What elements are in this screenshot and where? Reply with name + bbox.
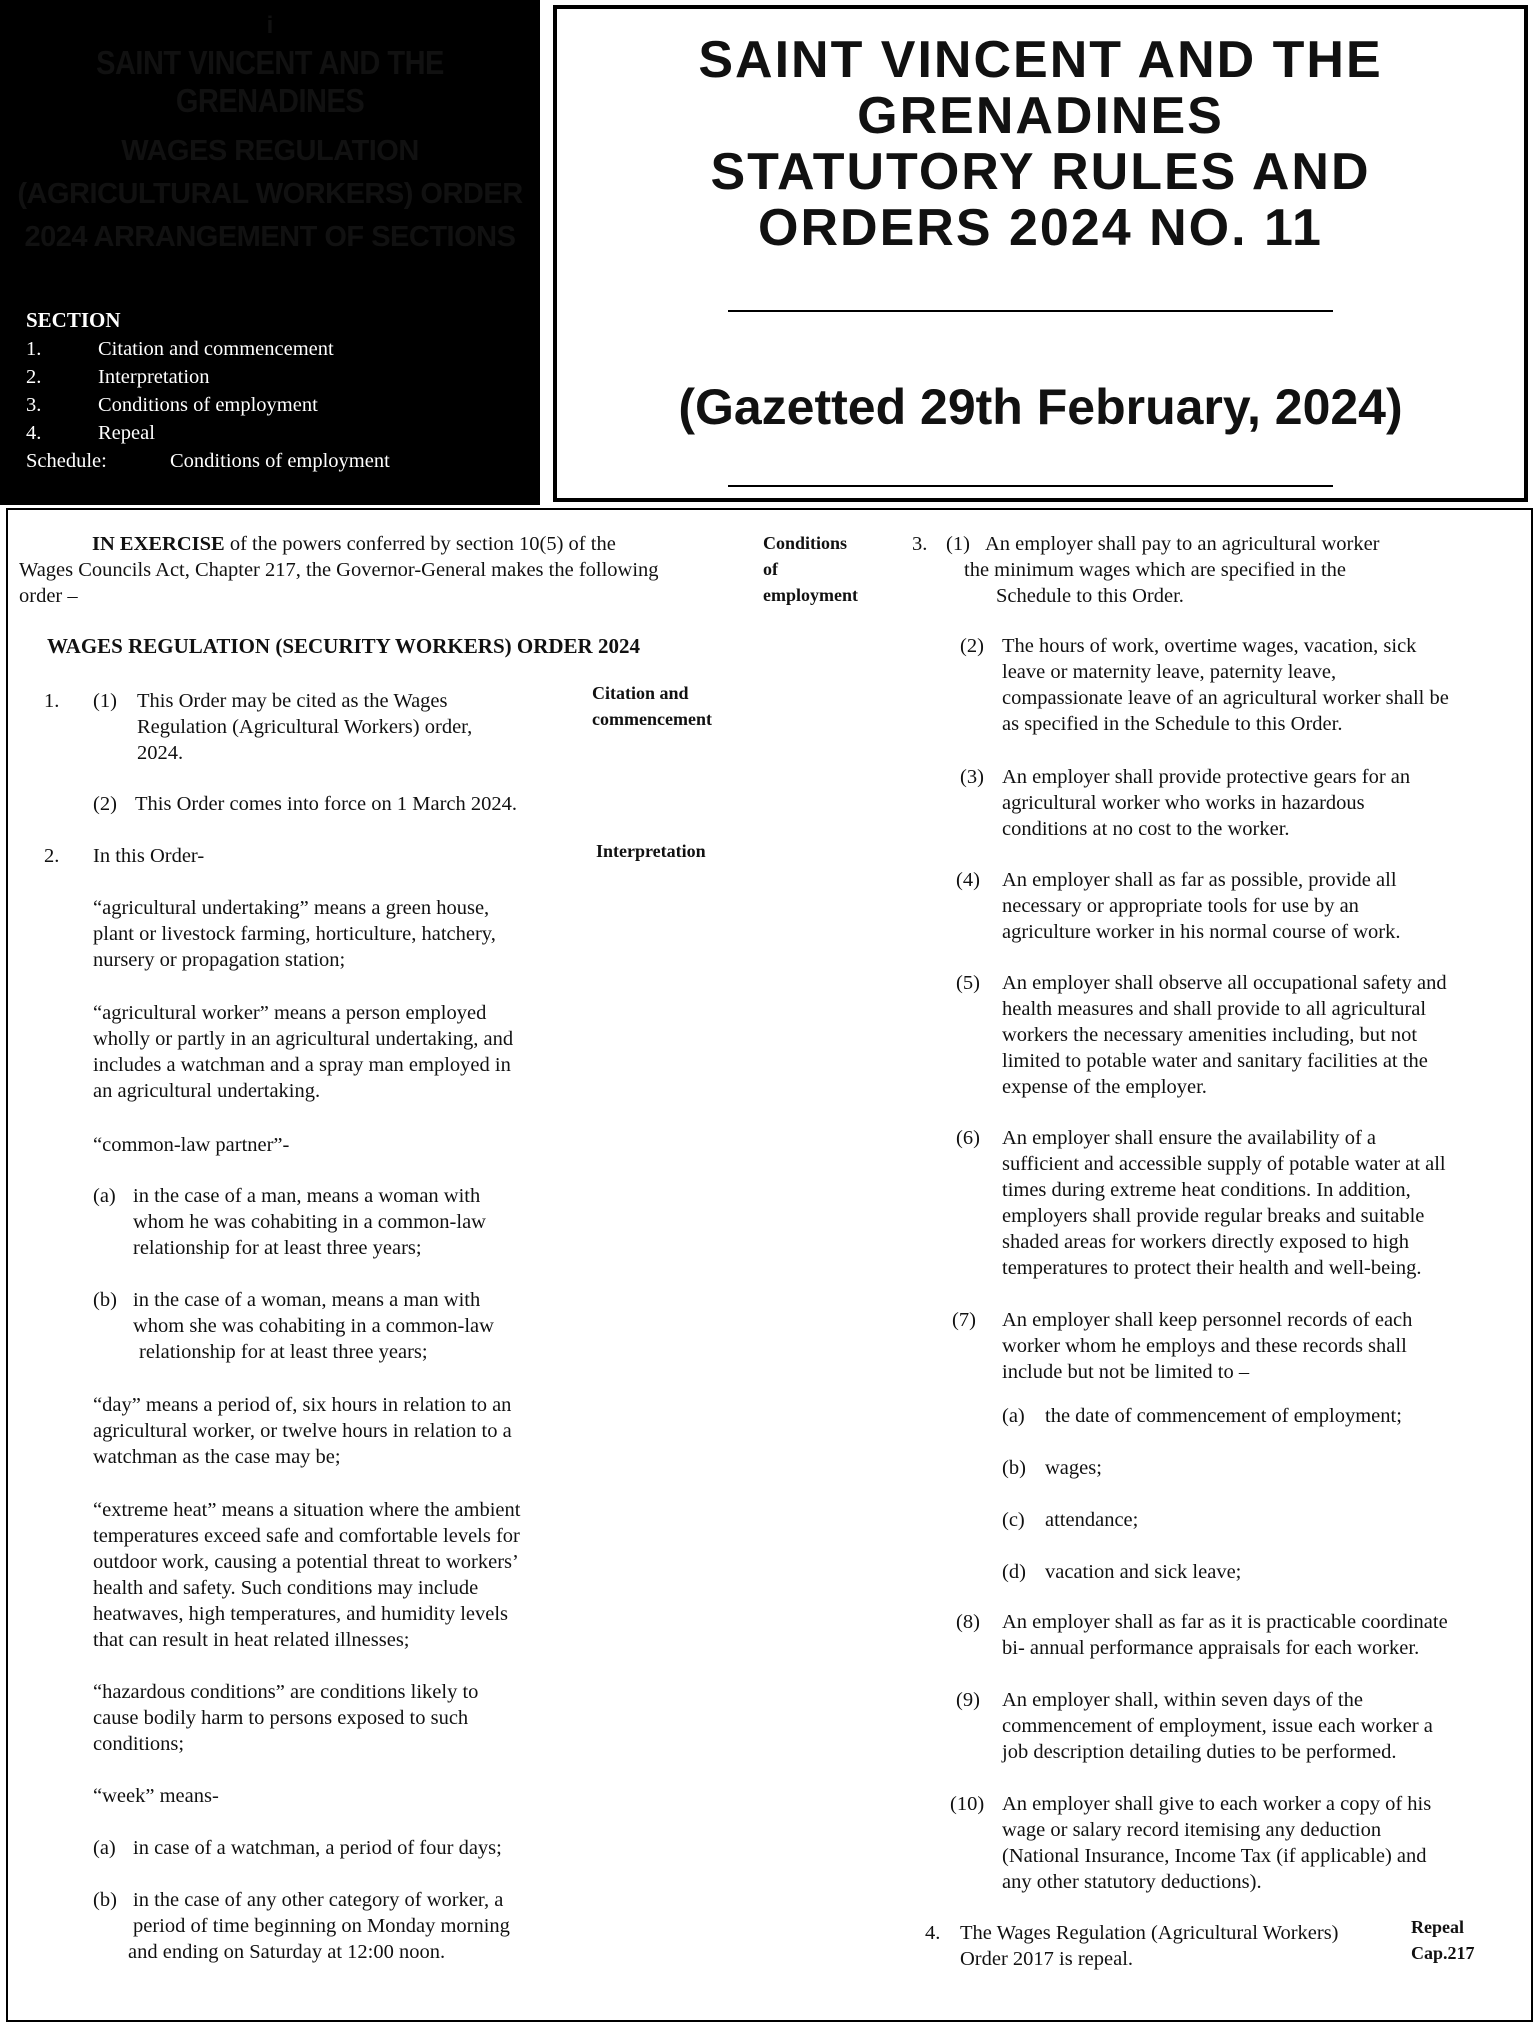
clause-line: An employer shall provide protective gears for an xyxy=(1002,766,1411,788)
gazette-title-line: ORDERS 2024 NO. 11 xyxy=(758,199,1323,257)
clause-text: This Order comes into force on 1 March 2024. xyxy=(135,793,517,815)
list-marker: (a) xyxy=(93,1185,116,1207)
clause-line: An employer shall give to each worker a copy of his xyxy=(1002,1793,1432,1815)
preamble-text: of the powers conferred by section 10(5) of the xyxy=(229,533,616,555)
schedule-title: Conditions of employment xyxy=(170,450,390,472)
definition-line: in the case of a woman, means a man with xyxy=(133,1289,481,1311)
definition-line: relationship for at least three years; xyxy=(133,1237,422,1259)
list-marker: (d) xyxy=(1002,1561,1026,1583)
panel-title-line: (AGRICULTURAL WORKERS) ORDER xyxy=(17,178,523,210)
list-item: wages; xyxy=(1045,1457,1102,1479)
gazette-title-line: SAINT VINCENT AND THE xyxy=(698,31,1383,89)
list-marker: (b) xyxy=(93,1889,117,1911)
clause-line: Regulation (Agricultural Workers) order, xyxy=(137,716,473,738)
definition-line: cause bodily harm to persons exposed to such xyxy=(93,1707,469,1729)
clause-line: An employer shall keep personnel records of each xyxy=(1002,1309,1413,1331)
definition-line: in the case of a man, means a woman with xyxy=(133,1185,481,1207)
definition-line: conditions; xyxy=(93,1733,185,1755)
gazette-title-line: STATUTORY RULES AND xyxy=(710,143,1371,201)
definition-line: heatwaves, high temperatures, and humidity levels xyxy=(93,1603,509,1625)
subsection-number: (9) xyxy=(956,1689,980,1711)
clause-line: commencement of employment, issue each worker a xyxy=(1002,1715,1433,1737)
toc-title: Conditions of employment xyxy=(98,394,318,416)
subsection-number: (2) xyxy=(960,635,984,657)
clause-text xyxy=(1002,867,1401,945)
margin-line: Repeal xyxy=(1411,1917,1464,1937)
clause-line: as specified in the Schedule to this Order. xyxy=(1002,713,1343,735)
definition-line: health and safety. Such conditions may include xyxy=(93,1577,479,1599)
definition-line: in the case of any other category of worker, a xyxy=(133,1889,504,1911)
clause-line: Schedule to this Order. xyxy=(996,585,1184,607)
section-number: 2. xyxy=(44,845,60,867)
margin-line: commencement xyxy=(592,709,712,729)
definition: “week” means- xyxy=(93,1785,219,1807)
clause-line: wage or salary record itemising any deduction xyxy=(1002,1819,1382,1841)
subsection-number: (10) xyxy=(950,1793,985,1815)
definition-line: outdoor work, causing a potential threat to workers’ xyxy=(93,1551,519,1573)
panel-title xyxy=(10,130,530,259)
clause-line: Order 2017 is repeal. xyxy=(960,1948,1134,1970)
definition-line: nursery or propagation station; xyxy=(93,949,346,971)
definition-item xyxy=(133,1183,486,1261)
definition-line: whom he was cohabiting in a common-law xyxy=(133,1211,486,1233)
definition-line: agricultural worker, or twelve hours in relation to a xyxy=(93,1420,512,1442)
clause-line: temperatures to protect their health and well-being. xyxy=(1002,1257,1422,1279)
margin-note xyxy=(592,680,712,732)
clause-text xyxy=(1002,970,1447,1100)
clause-line: (National Insurance, Income Tax (if applicable) and xyxy=(1002,1845,1427,1867)
margin-line: Cap.217 xyxy=(1411,1943,1475,1963)
clause-line: The hours of work, overtime wages, vacation, sick xyxy=(1002,635,1417,657)
gazette-title-line: GRENADINES xyxy=(857,87,1224,145)
clause-text xyxy=(960,1920,1339,1972)
order-heading: WAGES REGULATION (SECURITY WORKERS) ORDER 2024 xyxy=(47,634,640,658)
clause-line: An employer shall pay to an agricultural worker xyxy=(985,533,1380,555)
definition-line: relationship for at least three years; xyxy=(139,1341,428,1363)
title-rule-bottom xyxy=(728,485,1333,487)
subsection-number: (7) xyxy=(952,1309,976,1331)
definition-line: “hazardous conditions” are conditions likely to xyxy=(93,1681,479,1703)
preamble-bold: IN EXERCISE xyxy=(92,533,225,555)
subsection-number: (1) xyxy=(93,690,117,712)
section-number: 4. xyxy=(925,1922,941,1944)
toc-title: Interpretation xyxy=(98,366,210,388)
definition-line: “day” means a period of, six hours in relation to an xyxy=(93,1394,512,1416)
clause-text xyxy=(1002,1609,1448,1661)
definition-line: period of time beginning on Monday morning xyxy=(133,1915,510,1937)
clause-line: An employer shall, within seven days of the xyxy=(1002,1689,1363,1711)
clause-line: employers shall provide regular breaks and suitable xyxy=(1002,1205,1425,1227)
preamble-line: Wages Councils Act, Chapter 217, the Governor-General makes the following xyxy=(19,559,659,581)
definition xyxy=(93,1497,520,1653)
clause-line: times during extreme heat conditions. In addition, xyxy=(1002,1179,1411,1201)
toc-num: 3. xyxy=(26,394,42,416)
clause-line: necessary or appropriate tools for use by an xyxy=(1002,895,1359,917)
schedule-label: Schedule: xyxy=(26,450,107,472)
list-item: the date of commencement of employment; xyxy=(1045,1405,1402,1427)
definition-line: temperatures exceed safe and comfortable levels for xyxy=(93,1525,520,1547)
clause-line: job description detailing duties to be performed. xyxy=(1002,1741,1397,1763)
clause-line: 2024. xyxy=(137,742,184,764)
clause-line: An employer shall observe all occupational safety and xyxy=(1002,972,1447,994)
margin-line: Conditions xyxy=(763,533,848,553)
clause-line: leave or maternity leave, paternity leave, xyxy=(1002,661,1337,683)
clause-line: agriculture worker in his normal course of work. xyxy=(1002,921,1401,943)
clause-line: worker whom he employs and these records shall xyxy=(1002,1335,1407,1357)
toc-num: 1. xyxy=(26,338,42,360)
definition-line: and ending on Saturday at 12:00 noon. xyxy=(128,1941,446,1963)
definition-line: an agricultural undertaking. xyxy=(93,1080,321,1102)
clause-line: sufficient and accessible supply of potable water at all xyxy=(1002,1153,1446,1175)
clause-text xyxy=(1002,1125,1446,1281)
clause-line: limited to potable water and sanitary facilities at the xyxy=(1002,1050,1428,1072)
clause-text xyxy=(1002,1687,1433,1765)
panel-title-line: WAGES REGULATION xyxy=(121,135,419,167)
clause-line: expense of the employer. xyxy=(1002,1076,1207,1098)
clause-text xyxy=(1002,633,1449,737)
clause-line: conditions at no cost to the worker. xyxy=(1002,818,1290,840)
definition-item xyxy=(128,1887,510,1965)
toc-title: Repeal xyxy=(98,422,155,444)
margin-note xyxy=(1411,1914,1475,1966)
preamble-line xyxy=(92,531,616,557)
subsection-number: (1) xyxy=(946,533,970,555)
title-rule-top xyxy=(728,310,1333,312)
list-marker: (a) xyxy=(1002,1405,1025,1427)
definition-line: that can result in heat related illnesses; xyxy=(93,1629,410,1651)
definition-line: watchman as the case may be; xyxy=(93,1446,341,1468)
section-label: SECTION xyxy=(26,308,121,332)
definition-line: “agricultural worker” means a person employed xyxy=(93,1002,487,1024)
definition-line: “agricultural undertaking” means a green house, xyxy=(93,897,490,919)
definition: “common-law partner”- xyxy=(93,1134,290,1156)
margin-line: of xyxy=(763,559,778,579)
margin-note xyxy=(763,530,858,608)
clause-line: the minimum wages which are specified in the xyxy=(964,559,1346,581)
toc-num: 2. xyxy=(26,366,42,388)
panel-country: SAINT VINCENT AND THE GRENADINES xyxy=(96,45,444,120)
toc-num: 4. xyxy=(26,422,42,444)
gazette-title xyxy=(553,32,1528,256)
subsection-number: (4) xyxy=(956,869,980,891)
preamble-line: order – xyxy=(19,585,78,607)
definition-item: in case of a watchman, a period of four days; xyxy=(133,1837,502,1859)
definition-item xyxy=(133,1287,494,1365)
subsection-number: (8) xyxy=(956,1611,980,1633)
section-number: 3. xyxy=(912,533,928,555)
clause-line: agricultural worker who works in hazardous xyxy=(1002,792,1365,814)
clause-line: The Wages Regulation (Agricultural Workers) xyxy=(960,1922,1339,1944)
margin-note: Interpretation xyxy=(596,841,706,861)
clause-text xyxy=(1002,1791,1431,1895)
page-mark: i xyxy=(266,12,274,39)
clause-line: An employer shall as far as it is practicable coordinate xyxy=(1002,1611,1448,1633)
gazetted-date: (Gazetted 29th February, 2024) xyxy=(678,379,1403,435)
subsection-number: (2) xyxy=(93,793,117,815)
panel-title-line: 2024 ARRANGEMENT OF SECTIONS xyxy=(24,221,516,253)
definition-line: “extreme heat” means a situation where the ambient xyxy=(93,1499,521,1521)
clause-line: An employer shall ensure the availability of a xyxy=(1002,1127,1377,1149)
margin-line: Citation and xyxy=(592,683,689,703)
margin-line: employment xyxy=(763,585,858,605)
list-marker: (b) xyxy=(1002,1457,1026,1479)
definition-line: wholly or partly in an agricultural undertaking, and xyxy=(93,1028,514,1050)
clause-line: This Order may be cited as the Wages xyxy=(137,690,448,712)
list-marker: (b) xyxy=(93,1289,117,1311)
subsection-number: (6) xyxy=(956,1127,980,1149)
subsection-number: (3) xyxy=(960,766,984,788)
clause-line: bi- annual performance appraisals for each worker. xyxy=(1002,1637,1420,1659)
clause-line: An employer shall as far as possible, provide all xyxy=(1002,869,1397,891)
toc-title: Citation and commencement xyxy=(98,338,334,360)
section-number: 1. xyxy=(44,690,60,712)
definition xyxy=(93,1392,512,1470)
list-item: attendance; xyxy=(1045,1509,1139,1531)
definition xyxy=(93,1679,478,1757)
clause-text xyxy=(1002,1307,1412,1385)
definition xyxy=(93,1000,513,1104)
clause-line: shaded areas for workers directly exposed to high xyxy=(1002,1231,1410,1253)
subsection-number: (5) xyxy=(956,972,980,994)
clause-line: workers the necessary amenities including, but not xyxy=(1002,1024,1418,1046)
clause-line: any other statutory deductions). xyxy=(1002,1871,1262,1893)
clause-text xyxy=(1002,764,1410,842)
clause-line: compassionate leave of an agricultural worker shall be xyxy=(1002,687,1449,709)
definition-line: includes a watchman and a spray man employed in xyxy=(93,1054,511,1076)
clause-line: health measures and shall provide to all agricultural xyxy=(1002,998,1427,1020)
definition-line: whom she was cohabiting in a common-law xyxy=(133,1315,494,1337)
list-item: vacation and sick leave; xyxy=(1045,1561,1242,1583)
definition-line: plant or livestock farming, horticulture, hatchery, xyxy=(93,923,496,945)
list-marker: (a) xyxy=(93,1837,116,1859)
clause-text xyxy=(137,688,472,766)
clause-line: include but not be limited to – xyxy=(1002,1361,1250,1383)
definition xyxy=(93,895,496,973)
clause-text: In this Order- xyxy=(93,845,205,867)
list-marker: (c) xyxy=(1002,1509,1025,1531)
